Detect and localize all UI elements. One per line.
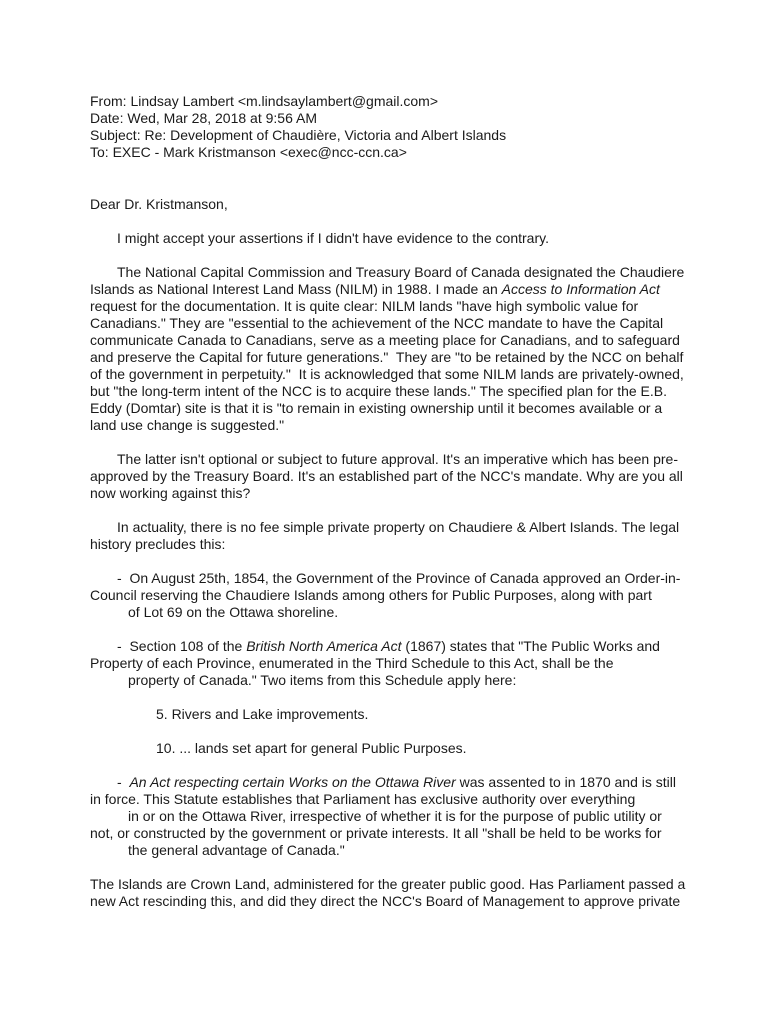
paragraph-line: Eddy (Domtar) site is that it is "to remain in existing ownership until it becomes available or a [90,400,663,416]
paragraph-line: in or on the Ottawa River, irrespective of whether it is for the purpose of public utility or [128,808,662,824]
schedule-item: 10. ... lands set apart for general Public Purposes. [156,740,467,756]
paragraph-line [117,638,660,655]
paragraph-line: in force. This Statute establishes that Parliament has exclusive authority over everything [90,791,636,807]
paragraph-line: and preserve the Capital for future generations." They are "to be retained by the NCC on behalf [90,349,684,365]
schedule-item: 5. Rivers and Lake improvements. [156,706,369,722]
paragraph-line: The Islands are Crown Land, administered for the greater public good. Has Parliament passed a [90,876,686,892]
header-subject: Subject: Re: Development of Chaudière, Victoria and Albert Islands [90,127,507,143]
paragraph-line: request for the documentation. It is quite clear: NILM lands "have high symbolic value for [90,298,639,314]
text-run: was assented to in 1870 and is still [455,774,676,790]
text-run: - [117,774,130,790]
act-title: British North America Act [246,638,402,654]
paragraph-line: history precludes this: [90,536,226,552]
paragraph-line: - On August 25th, 1854, the Government of the Province of Canada approved an Order-in- [117,570,681,586]
paragraph-line: new Act rescinding this, and did they direct the NCC's Board of Management to approve private [90,893,681,909]
header-to: To: EXEC - Mark Kristmanson <exec@ncc-ccn.ca> [90,144,407,160]
paragraph-line: but "the long-term intent of the NCC is to acquire these lands." The specified plan for the E.B. [90,383,667,399]
paragraph-line: communicate Canada to Canadians, serve as a meeting place for Canadians, and to safeguard [90,332,680,348]
paragraph-line: the general advantage of Canada." [128,842,345,858]
paragraph-line: The latter isn't optional or subject to future approval. It's an imperative which has been pre- [117,451,678,467]
act-title: An Act respecting certain Works on the Ottawa River [129,774,456,790]
paragraph-line: The National Capital Commission and Treasury Board of Canada designated the Chaudiere [117,264,685,280]
salutation: Dear Dr. Kristmanson, [90,196,228,212]
header-from: From: Lindsay Lambert <m.lindsaylambert@gmail.com> [90,93,439,109]
paragraph-line: now working against this? [90,485,251,501]
text-run: - Section 108 of the [117,638,247,654]
paragraph-line: Council reserving the Chaudiere Islands among others for Public Purposes, along with part [90,587,652,603]
header-date: Date: Wed, Mar 28, 2018 at 9:56 AM [90,110,317,126]
paragraph-line: In actuality, there is no fee simple private property on Chaudiere & Albert Islands. The legal [117,519,680,535]
paragraph-line: of the government in perpetuity." It is acknowledged that some NILM lands are privately-owned, [90,366,684,382]
paragraph-line: of Lot 69 on the Ottawa shoreline. [128,604,339,620]
paragraph-line: property of Canada." Two items from this Schedule apply here: [128,672,517,688]
text-run: Islands as National Interest Land Mass (NILM) in 1988. I made an [90,281,502,297]
paragraph-line: approved by the Treasury Board. It's an established part of the NCC's mandate. Why are you all [90,468,683,484]
text-run: (1867) states that "The Public Works and [401,638,660,654]
paragraph-line: not, or constructed by the government or private interests. It all "shall be held to be works for [90,825,662,841]
act-title: Access to Information Act [501,281,660,297]
paragraph-line [117,774,676,791]
paragraph-line: Canadians." They are "essential to the achievement of the NCC mandate to have the Capital [90,315,664,331]
paragraph-line [90,281,660,298]
paragraph-line: I might accept your assertions if I didn't have evidence to the contrary. [117,230,549,246]
paragraph-line: land use change is suggested." [90,417,285,433]
paragraph-line: Property of each Province, enumerated in the Third Schedule to this Act, shall be the [90,655,614,671]
